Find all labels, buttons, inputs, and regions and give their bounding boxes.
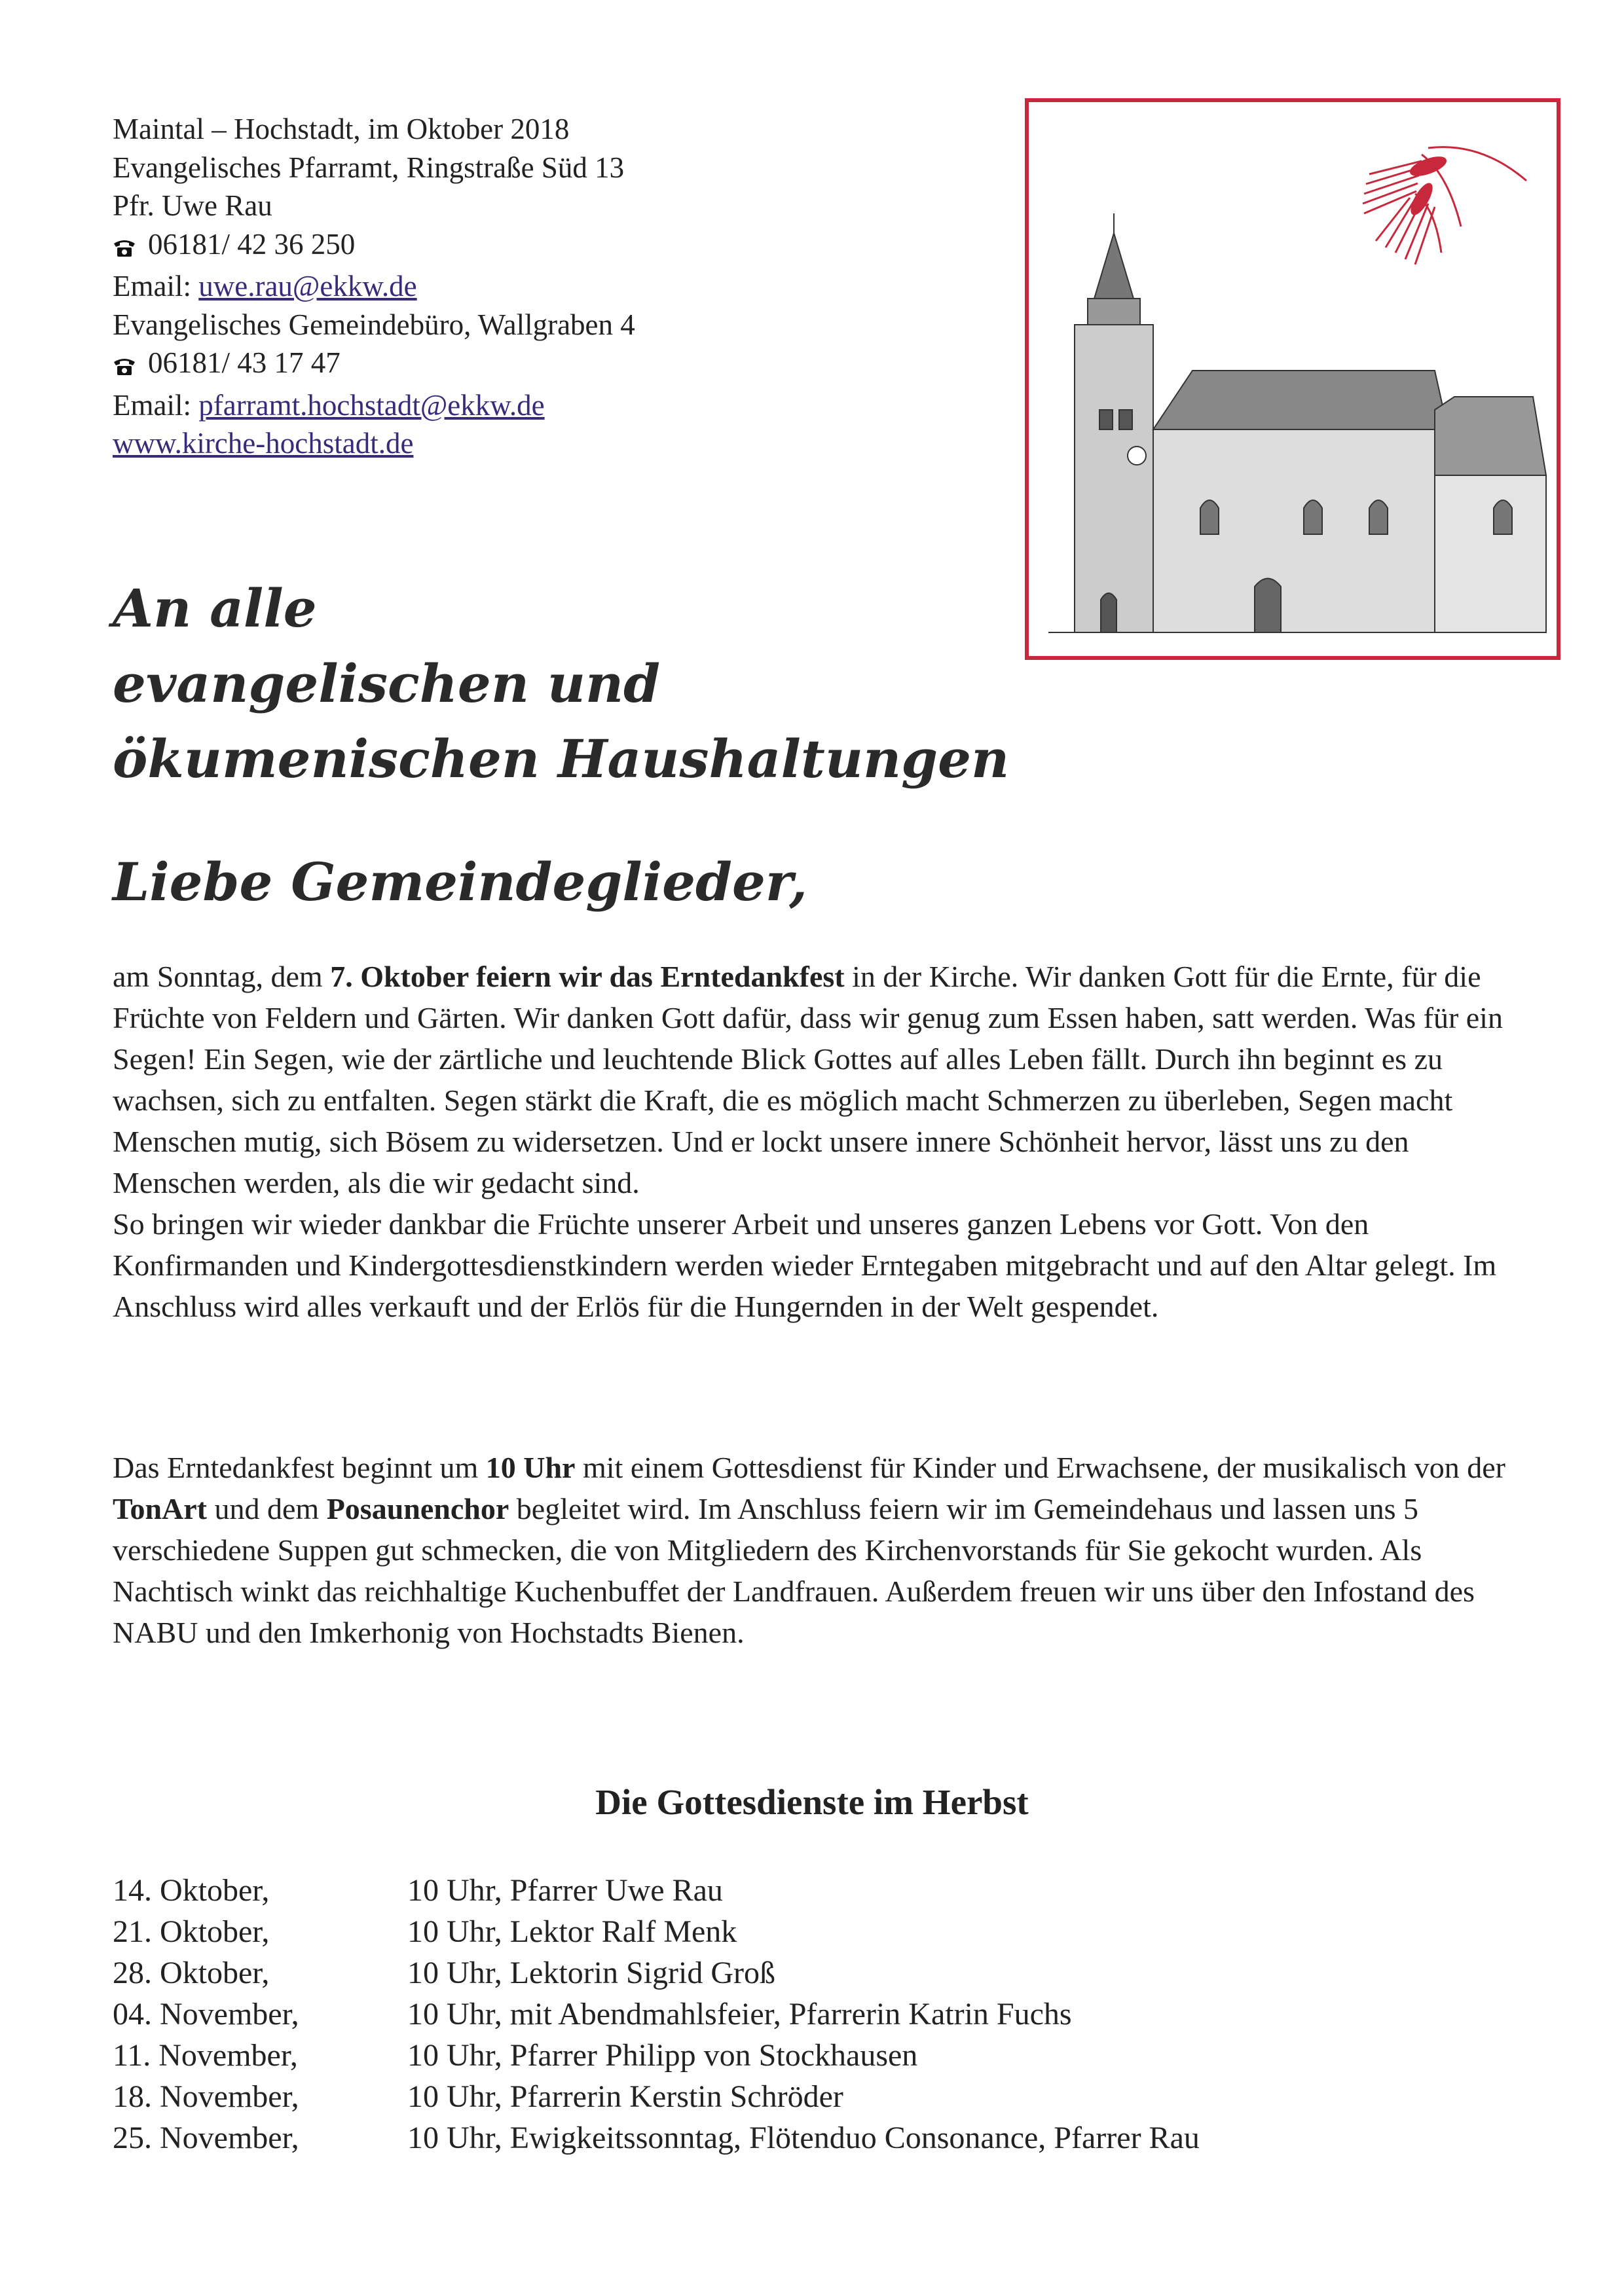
schedule-date: 21. Oktober, [113, 1914, 270, 1949]
text-run: begleitet wird. Im Anschluss feiern wir im Gemeindehaus und lassen uns 5 verschiedene Suppen gut schmecken, die von Mitgliedern des Kirchenvorstands für Sie gekocht wurden. Als Nachtisch winkt das reichhaltige Kuchenbuffet der Landfrauen. Außerdem freuen wir uns über den Infostand des NABU und den Imkerhonig von Hochstadts Bienen. [113, 1492, 1475, 1649]
schedule-row [113, 1952, 1200, 1994]
email-line-2 [113, 386, 635, 425]
text-run: am Sonntag, dem [113, 960, 331, 993]
bold-run: Posaunenchor [326, 1492, 509, 1525]
church-drawing-icon [1029, 102, 1557, 656]
paragraph-harvest-festival [113, 956, 1540, 1327]
headline-line: ökumenischen Haushaltungen [113, 728, 1010, 790]
schedule-date: 28. Oktober, [113, 1956, 270, 1990]
phone-number: 06181/ 43 17 47 [148, 346, 341, 379]
telephone-icon [113, 348, 136, 386]
text-run: mit einem Gottesdienst für Kinder und Erwachsene, der musikalisch von der [575, 1451, 1506, 1484]
headline-line: An alle [113, 577, 317, 639]
website-link[interactable]: www.kirche-hochstadt.de [113, 427, 414, 460]
text-run: in der Kirche. Wir danken Gott für die Ernte, für die Früchte von Feldern und Gärten. Wir danken Gott dafür, dass wir genug zum Essen haben, satt werden. Was für ein Segen! Ein Segen, wie der zärtliche und leuchtende Blick Gottes auf alles Leben fällt. Durch ihn beginnt es zu wachsen, sich zu entfalten. Segen stärkt die Kraft, die es möglich macht Schmerzen zu überleben, Segen macht Menschen mutig, sich Bösem zu widersetzen. Und er lockt unsere innere Schönheit hervor, lässt uns zu den Menschen werden, als die wir gedacht sind. [113, 960, 1503, 1199]
service-schedule [113, 1870, 1200, 2159]
schedule-detail: 10 Uhr, Lektor Ralf Menk [407, 1914, 737, 1949]
phone-number: 06181/ 42 36 250 [148, 227, 356, 261]
email-label: Email: [113, 270, 199, 302]
bold-run: 7. Oktober feiern wir das Erntedankfest [330, 960, 845, 993]
schedule-date: 04. November, [113, 1997, 299, 2032]
schedule-date: 18. November, [113, 2079, 299, 2114]
email-link[interactable]: uwe.rau@ekkw.de [198, 270, 417, 302]
schedule-date: 14. Oktober, [113, 1873, 270, 1908]
email-label: Email: [113, 388, 199, 422]
letterhead [113, 110, 635, 463]
schedule-date: 25. November, [113, 2121, 299, 2155]
schedule-row [113, 1994, 1200, 2035]
bold-run: 10 Uhr [485, 1451, 576, 1484]
schedule-detail: 10 Uhr, Pfarrer Philipp von Stockhausen [407, 2038, 918, 2073]
email-line-1 [113, 267, 635, 306]
greeting: Liebe Gemeindeglieder, [113, 851, 808, 913]
website-line [113, 424, 635, 463]
paragraph-program [113, 1447, 1540, 1653]
bold-run: TonArt [113, 1492, 207, 1525]
text-run: Das Erntedankfest beginnt um [113, 1451, 486, 1484]
schedule-detail: 10 Uhr, mit Abendmahlsfeier, Pfarrerin Katrin Fuchs [407, 1997, 1072, 2032]
schedule-detail: 10 Uhr, Pfarrerin Kerstin Schröder [407, 2079, 843, 2114]
text-run: So bringen wir wieder dankbar die Früchte unserer Arbeit und unseres ganzen Lebens vor Gott. Von den Konfirmanden und Kindergottesdienstkindern werden wieder Erntegaben mitgebracht und auf den Altar gelegt. Im Anschluss wird alles verkauft und der Erlös für die Hungernden in der Welt gespendet. [113, 1207, 1497, 1323]
schedule-row [113, 2076, 1200, 2117]
schedule-row [113, 2117, 1200, 2159]
text-run: und dem [207, 1492, 327, 1525]
schedule-row [113, 2035, 1200, 2076]
schedule-detail: 10 Uhr, Pfarrer Uwe Rau [407, 1873, 723, 1908]
section-title: Die Gottesdienste im Herbst [595, 1782, 1029, 1822]
headline [113, 571, 1009, 797]
schedule-date: 11. November, [113, 2038, 298, 2073]
pastor-name: Pfr. Uwe Rau [113, 189, 272, 222]
schedule-row [113, 1911, 1200, 1952]
church-logo [1025, 98, 1560, 660]
phone-line-1 [113, 225, 635, 268]
headline-line: evangelischen und [113, 653, 661, 714]
wheat-icon [1363, 147, 1526, 264]
email-link[interactable]: pfarramt.hochstadt@ekkw.de [198, 388, 545, 422]
schedule-row [113, 1870, 1200, 1911]
office-address-2: Evangelisches Gemeindebüro, Wallgraben 4 [113, 308, 635, 341]
office-address: Evangelisches Pfarramt, Ringstraße Süd 13 [113, 151, 625, 184]
telephone-icon [113, 229, 136, 268]
church-icon [1048, 213, 1546, 632]
phone-line-2 [113, 344, 635, 386]
schedule-detail: 10 Uhr, Ewigkeitssonntag, Flötenduo Consonance, Pfarrer Rau [407, 2121, 1200, 2155]
place-date: Maintal – Hochstadt, im Oktober 2018 [113, 113, 570, 145]
schedule-detail: 10 Uhr, Lektorin Sigrid Groß [407, 1956, 776, 1990]
